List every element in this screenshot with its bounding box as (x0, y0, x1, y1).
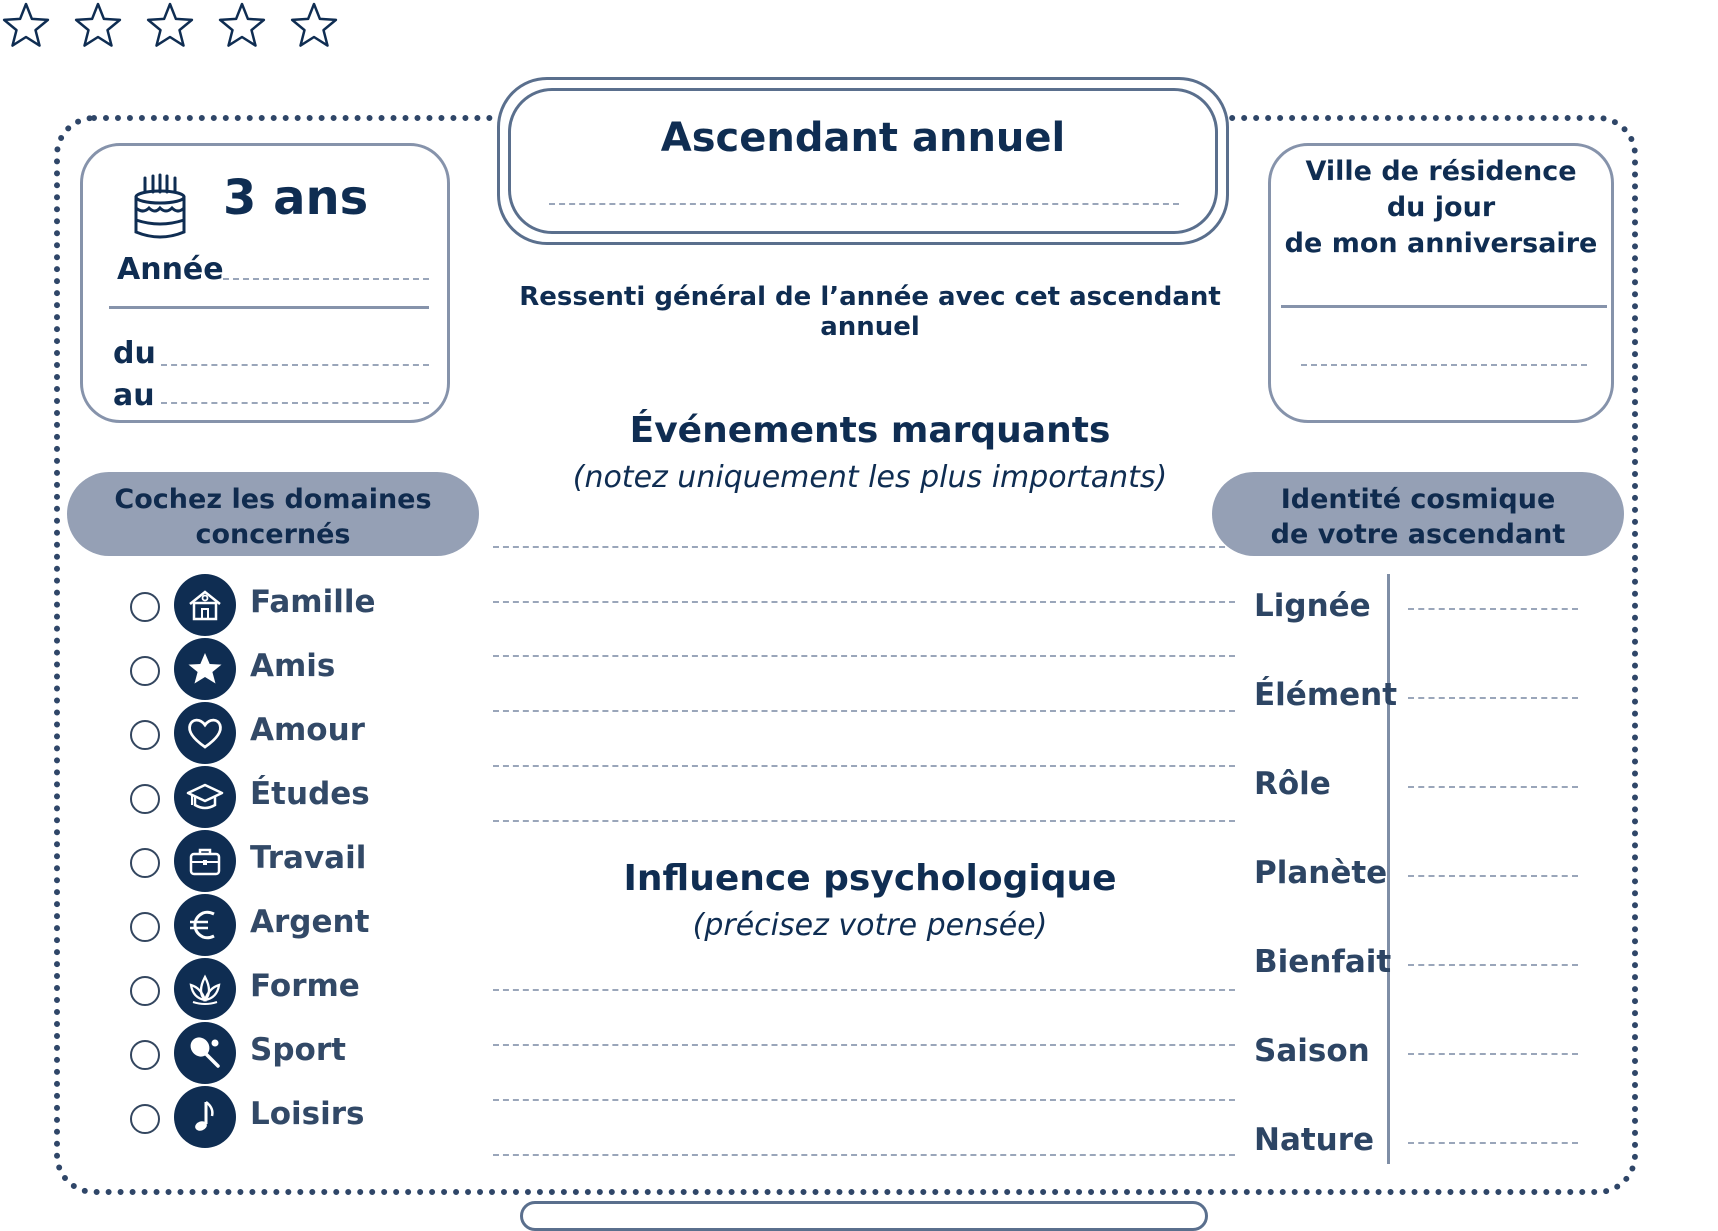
to-date-input-line[interactable] (161, 402, 429, 404)
lotus-icon (174, 958, 236, 1020)
identity-input-line[interactable] (1408, 875, 1578, 877)
events-subtitle: (notez uniquement les plus importants) (572, 460, 1168, 495)
euro-icon (174, 894, 236, 956)
identity-header-line: de votre ascendant (1270, 519, 1566, 550)
next-section-tab (520, 1201, 1208, 1231)
domain-label: Forme (250, 968, 360, 1004)
events-title: Événements marquants (629, 410, 1111, 451)
identity-header-line: Identité cosmique (1280, 484, 1556, 515)
domain-label: Sport (250, 1032, 346, 1068)
city-card-divider (1281, 305, 1607, 308)
domain-checkbox[interactable] (130, 912, 160, 942)
age-card-divider (109, 306, 429, 309)
city-label-line: Ville de résidence (1305, 156, 1577, 187)
domain-checkbox[interactable] (130, 656, 160, 686)
domain-checkbox[interactable] (130, 848, 160, 878)
events-line[interactable] (493, 601, 1235, 603)
from-date-input-line[interactable] (161, 364, 429, 366)
star-icon[interactable] (0, 0, 52, 52)
events-line[interactable] (493, 546, 1235, 548)
age-card (80, 143, 450, 423)
city-input-line[interactable] (1301, 364, 1587, 366)
year-label: Année (117, 252, 224, 287)
age-value: 3 ans (223, 170, 369, 226)
identity-input-line[interactable] (1408, 697, 1578, 699)
domain-label: Travail (250, 840, 367, 876)
domains-header-line: Cochez les domaines (114, 484, 432, 515)
briefcase-icon (174, 830, 236, 892)
star-icon[interactable] (216, 0, 268, 52)
music-note-icon (174, 1086, 236, 1148)
domain-label: Amis (250, 648, 336, 684)
title-box (497, 77, 1229, 245)
heart-icon (174, 702, 236, 764)
ascendant-input-line[interactable] (549, 203, 1179, 205)
house-icon (174, 574, 236, 636)
city-label-line: de mon anniversaire (1284, 228, 1598, 259)
events-line[interactable] (493, 710, 1235, 712)
identity-label: Rôle (1254, 766, 1331, 802)
identity-divider (1387, 574, 1390, 1164)
city-label-line: du jour (1386, 192, 1496, 223)
feeling-label: Ressenti général de l’année avec cet ascendant annuel (519, 282, 1221, 342)
from-date-label: du (113, 336, 156, 371)
identity-header (1212, 472, 1624, 556)
influence-title: Influence psychologique (623, 858, 1117, 899)
domain-label: Études (250, 776, 370, 812)
tennis-racket-icon (174, 1022, 236, 1084)
domain-label: Famille (250, 584, 376, 620)
year-input-line[interactable] (223, 278, 429, 280)
birthday-cake-icon (131, 170, 189, 240)
influence-line[interactable] (493, 1044, 1235, 1046)
city-card (1268, 143, 1614, 423)
identity-input-line[interactable] (1408, 1053, 1578, 1055)
identity-input-line[interactable] (1408, 1142, 1578, 1144)
influence-line[interactable] (493, 989, 1235, 991)
identity-label: Saison (1254, 1033, 1370, 1069)
title-box-inner (508, 88, 1218, 234)
domain-label: Argent (250, 904, 370, 940)
star-rating[interactable] (0, 0, 340, 52)
events-line[interactable] (493, 765, 1235, 767)
identity-input-line[interactable] (1408, 964, 1578, 966)
domain-checkbox[interactable] (130, 784, 160, 814)
domain-label: Amour (250, 712, 365, 748)
influence-line[interactable] (493, 1154, 1235, 1156)
events-line[interactable] (493, 655, 1235, 657)
identity-label: Planète (1254, 855, 1388, 891)
domain-checkbox[interactable] (130, 720, 160, 750)
domain-checkbox[interactable] (130, 976, 160, 1006)
domains-header (67, 472, 479, 556)
graduation-cap-icon (174, 766, 236, 828)
star-icon[interactable] (288, 0, 340, 52)
identity-label: Nature (1254, 1122, 1375, 1158)
page-title: Ascendant annuel (660, 115, 1066, 161)
identity-label: Élément (1254, 677, 1398, 713)
city-label (1271, 154, 1611, 262)
star-icon[interactable] (72, 0, 124, 52)
influence-subtitle: (précisez votre pensée) (692, 908, 1048, 943)
domain-checkbox[interactable] (130, 1040, 160, 1070)
domain-checkbox[interactable] (130, 592, 160, 622)
influence-line[interactable] (493, 1099, 1235, 1101)
identity-label: Bienfait (1254, 944, 1392, 980)
star-icon[interactable] (144, 0, 196, 52)
identity-label: Lignée (1254, 588, 1371, 624)
identity-input-line[interactable] (1408, 786, 1578, 788)
to-date-label: au (113, 378, 155, 413)
domains-header-line: concernés (195, 519, 351, 550)
domain-label: Loisirs (250, 1096, 365, 1132)
star-icon (174, 638, 236, 700)
domain-checkbox[interactable] (130, 1104, 160, 1134)
identity-input-line[interactable] (1408, 608, 1578, 610)
events-line[interactable] (493, 820, 1235, 822)
